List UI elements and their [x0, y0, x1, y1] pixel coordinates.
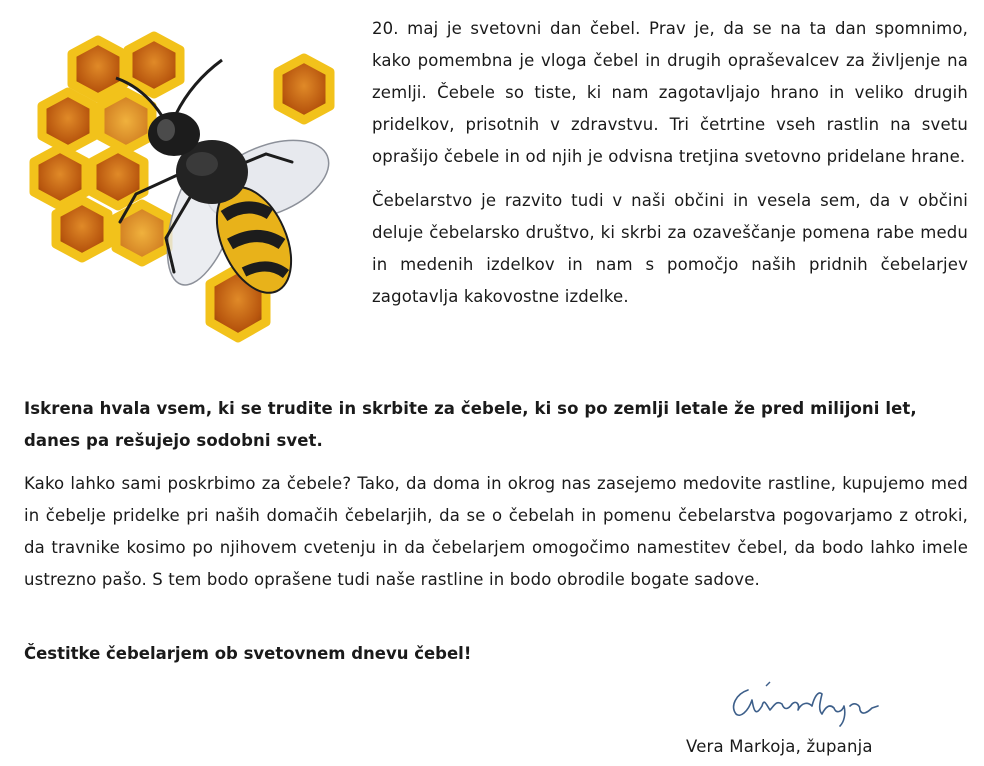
tips-section: [24, 468, 968, 596]
congratulations-line: Čestitke čebelarjem ob svetovnem dnevu čebel!: [24, 644, 472, 663]
thanks-statement: Iskrena hvala vsem, ki se trudite in skrbite za čebele, ki so po zemlji letale že pred milijoni let, danes pa rešujejo sodobni svet.: [24, 399, 917, 450]
intro-section: [372, 13, 968, 313]
signer-name: Vera Markoja, županja: [686, 737, 873, 756]
handwritten-signature: [726, 676, 888, 728]
signature-icon: [726, 676, 888, 728]
intro-paragraph-1: 20. maj je svetovni dan čebel. Prav je, da se na ta dan spomnimo, kako pomembna je vloga čebel in drugih opraševalcev za življenje na zemlji. Čebele so tiste, ki nam zagotavljajo hrano in veliko drugih pridelkov, prisotnih v zdravstvu. Tri četrtine vseh rastlin na svetu oprašijo čebele in od njih je odvisna tretjina svetovno pridelane hrane.: [372, 19, 968, 166]
bee-on-honeycomb-icon: [16, 22, 360, 374]
bee-honeycomb-illustration: [16, 22, 360, 374]
tips-paragraph: Kako lahko sami poskrbimo za čebele? Tako, da doma in okrog nas zasejemo medovite rastline, kupujemo med in čebelje pridelke pri naših domačih čebelarjih, da se o čebelah in pomenu čebelarstva pogovarjamo z otroki, da travnike kosimo po njihovem cvetenju in da čebelarjem omogočimo namestitev čebel, da bodo lahko imele ustrezno pašo. S tem bodo oprašene tudi naše rastline in bodo obrodile bogate sadove.: [24, 474, 968, 589]
intro-paragraph-2: Čebelarstvo je razvito tudi v naši občini in vesela sem, da v občini deluje čebelarsko društvo, ki skrbi za ozaveščanje pomena rabe medu in medenih izdelkov in nam s pomočjo naših pridnih čebelarjev zagotavlja kakovostne izdelke.: [372, 191, 968, 306]
